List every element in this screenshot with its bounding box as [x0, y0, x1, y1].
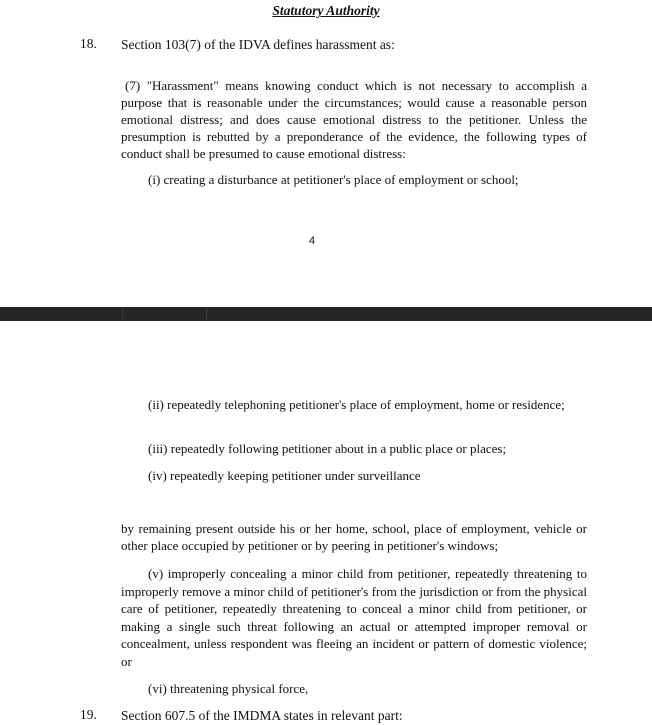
conduct-item-ii: (ii) repeatedly telephoning petitioner's place of employment, home or residence; [148, 397, 565, 412]
conduct-item-i: (i) creating a disturbance at petitioner's place of employment or school; [148, 172, 519, 187]
divider-seam [122, 307, 123, 321]
harassment-definition: (7) "Harassment" means knowing conduct which is not necessary to accomplish a purpose that is reasonable under the circumstances; would cause a reasonable person emotional distress; and does cause emotional distress to the petitioner. Unless the presumption is rebutted by a preponderance of the evidence, the following types of conduct shall be presumed to cause emotional distress: [121, 78, 587, 161]
paragraph-19-intro: Section 607.5 of the IMDMA states in relevant part: [121, 708, 403, 723]
conduct-item-v: (v) improperly concealing a minor child from petitioner, repeatedly threatening to improperly remove a minor child of petitioner's from the jurisdiction or from the physical care of petitioner, repeatedly threatening to conceal a minor child from petitioner, or making a single such threat following an actual or attempted improper removal or concealment, unless respondent was fleeing an incident or pattern of domestic violence; or [121, 566, 587, 669]
page-break-divider [0, 307, 652, 321]
paragraph-18-intro: Section 103(7) of the IDVA defines harassment as: [121, 37, 395, 52]
conduct-item-iv-continued: by remaining present outside his or her home, school, place of employment, vehicle or other place occupied by petitioner or by peering in petitioner's windows; [121, 521, 587, 553]
section-heading: Statutory Authority [272, 3, 380, 18]
paragraph-19-number: 19. [80, 707, 97, 722]
conduct-item-iv: (iv) repeatedly keeping petitioner under surveillance [148, 468, 421, 483]
divider-seam [206, 307, 207, 321]
paragraph-18-number: 18. [80, 36, 97, 51]
conduct-item-iii: (iii) repeatedly following petitioner about in a public place or places; [148, 441, 507, 456]
conduct-item-vi: (vi) threatening physical force, [148, 681, 309, 696]
page-number: 4 [308, 235, 316, 247]
